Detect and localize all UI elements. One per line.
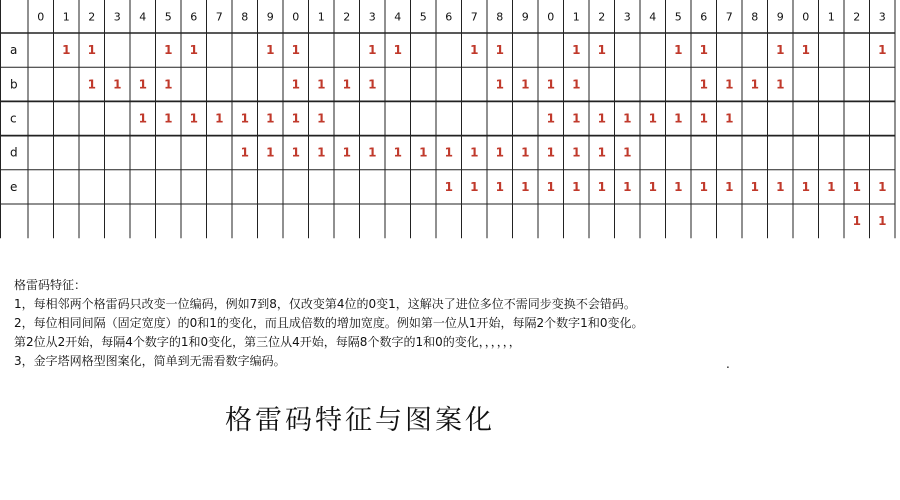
grid-cell-one: 1 [776,179,785,194]
grid-cell-one: 1 [623,179,632,194]
grid-cell-one: 1 [546,145,555,160]
row-label: d [10,145,18,160]
column-header: 0 [547,10,555,24]
gray-code-grid-svg [0,0,900,245]
grid-cell-one: 1 [495,43,504,58]
column-header: 0 [802,10,810,24]
grid-cell-one: 1 [597,111,606,126]
grid-cell-one: 1 [266,111,275,126]
grid-cell-one: 1 [342,145,351,160]
grid-cell-one: 1 [776,43,785,58]
grid-cell-one: 1 [368,77,377,92]
grid-cell-one: 1 [725,179,734,194]
grid-cell-one: 1 [852,179,861,194]
column-header: 2 [88,10,96,24]
column-header: 3 [368,10,376,24]
grid-cell-one: 1 [725,77,734,92]
column-header: 4 [649,10,657,24]
column-header: 3 [878,10,886,24]
grid-cell-one: 1 [699,77,708,92]
column-header: 0 [292,10,300,24]
grid-cell-one: 1 [572,43,581,58]
column-header: 1 [827,10,835,24]
notes-heading: 格雷码特征： [14,278,87,292]
column-header: 2 [853,10,861,24]
grid-cell-one: 1 [444,145,453,160]
grid-cell-one: 1 [393,43,402,58]
column-header: 4 [139,10,147,24]
grid-cell-one: 1 [878,43,887,58]
column-header: 6 [190,10,198,24]
grid-cell-one: 1 [674,111,683,126]
grid-cell-one: 1 [87,43,96,58]
grid-cell-one: 1 [750,179,759,194]
grid-cell-one: 1 [623,111,632,126]
grid-cell-one: 1 [393,145,402,160]
grid-cell-one: 1 [495,77,504,92]
column-header: 1 [572,10,580,24]
grid-cell-one: 1 [648,179,657,194]
grid-cell-one: 1 [317,145,326,160]
grid-cell-one: 1 [470,43,479,58]
grid-cell-one: 1 [291,77,300,92]
note-line-3: 第2位从2开始，每隔4个数字的1和0变化，第三位从4开始，每隔8个数字的1和0的变化，，，，，， [14,335,521,349]
grid-cell-one: 1 [266,43,275,58]
row-label: c [10,111,17,126]
grid-cell-one: 1 [878,214,887,229]
grid-cell-one: 1 [317,111,326,126]
grid-cell-one: 1 [572,111,581,126]
grid-cell-one: 1 [674,179,683,194]
note-line-1: 1，每相邻两个格雷码只改变一位编码，例如7到8，仅改变第4位的0变1，这解决了进位多位不需同步变换不会错码。 [14,297,636,311]
grid-cell-one: 1 [674,43,683,58]
grid-cell-one: 1 [699,111,708,126]
column-header: 5 [164,10,172,24]
column-header: 1 [62,10,70,24]
grid-cell-one: 1 [470,179,479,194]
grid-cell-one: 1 [444,179,453,194]
column-header: 8 [496,10,504,24]
grid-cell-one: 1 [852,214,861,229]
grid-cell-one: 1 [801,179,810,194]
column-header: 1 [317,10,325,24]
column-header: 8 [751,10,759,24]
column-header: 4 [394,10,402,24]
grid-cell-one: 1 [215,111,224,126]
notes-block [14,276,894,371]
grid-cell-one: 1 [62,43,71,58]
column-header: 3 [623,10,631,24]
column-header: 7 [725,10,733,24]
column-header: 5 [419,10,427,24]
grid-cell-one: 1 [546,179,555,194]
grid-cell-one: 1 [521,145,530,160]
column-header: 7 [470,10,478,24]
page-title: 格雷码特征与图案化 [225,405,495,436]
column-header: 9 [521,10,529,24]
column-header: 7 [215,10,223,24]
column-header: 3 [113,10,121,24]
grid-cell-one: 1 [725,111,734,126]
grid-cell-one: 1 [597,43,606,58]
grid-cell-one: 1 [572,179,581,194]
grid-cell-one: 1 [291,111,300,126]
grid-cell-one: 1 [750,77,759,92]
grid-cell-one: 1 [495,179,504,194]
column-header: 5 [674,10,682,24]
grid-cell-one: 1 [87,77,96,92]
grid-cell-one: 1 [138,77,147,92]
grid-cell-one: 1 [623,145,632,160]
grid-cell-one: 1 [368,145,377,160]
row-label: b [10,77,18,92]
grid-cell-one: 1 [572,145,581,160]
column-header: 2 [598,10,606,24]
grid-cell-one: 1 [189,43,198,58]
column-header: 9 [776,10,784,24]
grid-cell-one: 1 [546,77,555,92]
grid-cell-one: 1 [546,111,555,126]
grid-cell-one: 1 [699,43,708,58]
grid-cell-one: 1 [368,43,377,58]
grid-cell-one: 1 [189,111,198,126]
note-line-4: 3，金字塔网格型图案化，简单到无需看数字编码。 [14,354,286,368]
grid-cell-one: 1 [164,77,173,92]
grid-cell-one: 1 [342,77,351,92]
grid-cell-one: 1 [291,43,300,58]
column-header: 2 [343,10,351,24]
grid-cell-one: 1 [878,179,887,194]
column-header: 0 [37,10,45,24]
column-header: 8 [241,10,249,24]
gray-code-grid [0,0,900,245]
grid-cell-one: 1 [164,111,173,126]
grid-cell-one: 1 [291,145,300,160]
grid-cell-one: 1 [240,111,249,126]
row-label: a [10,43,18,58]
grid-cell-one: 1 [470,145,479,160]
grid-cell-one: 1 [801,43,810,58]
grid-cell-one: 1 [495,145,504,160]
stray-dot: . [726,357,730,371]
grid-cell-one: 1 [521,179,530,194]
grid-cell-one: 1 [521,77,530,92]
grid-cell-one: 1 [827,179,836,194]
note-line-2: 2，每位相同间隔（固定宽度）的0和1的变化，而且成倍数的增加宽度。例如第一位从1开始，每隔2个数字1和0变化。 [14,316,644,330]
grid-cell-one: 1 [164,43,173,58]
grid-cell-one: 1 [113,77,122,92]
grid-cell-one: 1 [597,179,606,194]
grid-cell-one: 1 [597,145,606,160]
grid-cell-one: 1 [266,145,275,160]
grid-cell-one: 1 [419,145,428,160]
grid-cell-one: 1 [776,77,785,92]
grid-cell-one: 1 [572,77,581,92]
row-label: e [10,179,18,194]
grid-cell-one: 1 [240,145,249,160]
column-header: 6 [700,10,708,24]
grid-cell-one: 1 [138,111,147,126]
grid-cell-one: 1 [648,111,657,126]
grid-cell-one: 1 [317,77,326,92]
column-header: 9 [266,10,274,24]
grid-cell-one: 1 [699,179,708,194]
column-header: 6 [445,10,453,24]
